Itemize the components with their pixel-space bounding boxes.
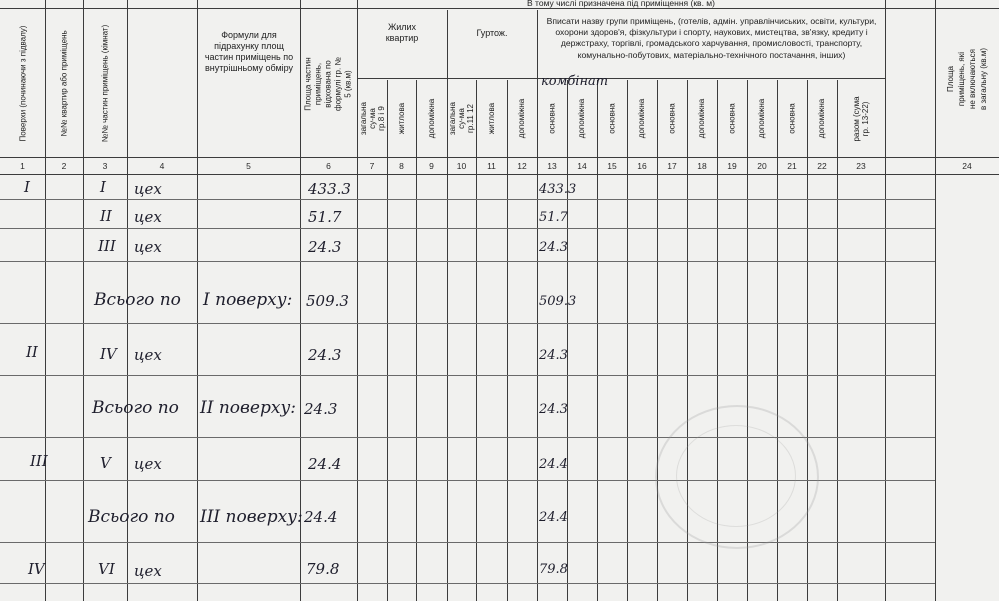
col5-header: Формули для підрахунку площ частин приміщень по внутрішньому обміру [204, 30, 294, 73]
cell-area: 51.7 [308, 208, 342, 226]
header-top-line [0, 8, 999, 9]
col-number: 8 [399, 161, 404, 171]
group-instructions: Вписати назву групи приміщень, (готелів, адмін. управлінчиських, освіти, культури, охорони здоров'я, фізкультури і спорту, наукових, мистецтва, зв'язку, кредиту і держстраху, торгівлі, громадського харчування, промисловості, транспорту, комунально-побутових, матеріально-технічного постачання, інших) [546, 16, 877, 60]
col-line [627, 80, 628, 601]
cell-part: III [98, 237, 116, 255]
sub-sum-23: разом (сума гр. 13-22) [852, 95, 870, 142]
col-number: 11 [487, 161, 496, 171]
col-number: 3 [102, 161, 108, 171]
summary-floor: III поверху: [200, 507, 303, 527]
sub-main: основна [667, 103, 677, 134]
cell-col13: 79.8 [539, 562, 568, 577]
cell-area: 24.4 [308, 455, 342, 473]
sub-living: житлова [397, 102, 406, 135]
col-number: 14 [577, 161, 587, 171]
top-title: В тому числі призначена під приміщення (кв. м) [527, 0, 715, 8]
cell-part: V [100, 454, 111, 472]
col-number: 7 [369, 161, 375, 171]
col-line [807, 80, 808, 601]
cell-col13: 433.3 [539, 182, 577, 197]
col-line [507, 80, 508, 601]
col-number: 20 [757, 161, 767, 171]
sub-aux: допоміжна [517, 98, 527, 139]
cell-col13: 24.3 [539, 348, 568, 363]
cell-name: цех [134, 208, 162, 226]
cell-part: IV [100, 345, 117, 363]
col24-header: Площа приміщень, які не включаються в загальну (кв.м) [946, 47, 988, 110]
col-number: 12 [517, 161, 527, 171]
row-line [0, 542, 935, 543]
cell-col13: 24.4 [539, 510, 568, 525]
cell-area: 433.3 [308, 180, 351, 198]
row-line [0, 375, 935, 376]
col-number: 6 [326, 161, 331, 171]
cell-floor: I [24, 178, 30, 196]
cell-name: цех [134, 346, 162, 364]
cell-col13: 24.3 [539, 240, 568, 255]
summary-label: Всього по [92, 398, 179, 418]
col-number: 15 [607, 161, 617, 171]
cell-area: 24.4 [304, 508, 338, 526]
sub-total-1112: загальна су-ма гр.11 12 [448, 101, 476, 136]
cell-col13: 509.3 [539, 294, 577, 309]
sub-aux: допоміжна [697, 98, 707, 139]
faded-stamp-inner [676, 425, 796, 527]
col-number: 17 [667, 161, 677, 171]
col-line [837, 80, 838, 601]
col-number: 18 [697, 161, 707, 171]
col-line [657, 80, 658, 601]
row-line [0, 261, 935, 262]
cell-area: 24.3 [304, 400, 338, 418]
group-name-handwritten: комбінат [541, 74, 609, 89]
dorm-header: Гуртож. [476, 28, 508, 38]
cell-name: цех [134, 562, 162, 580]
row-line [0, 323, 935, 324]
header-subgroup-line [357, 78, 885, 79]
sub-aux: допоміжна [637, 98, 647, 139]
summary-floor: II поверху: [200, 398, 297, 418]
col-line [597, 80, 598, 601]
col-line [197, 0, 198, 601]
cell-col13: 24.3 [539, 402, 568, 417]
row-line [0, 199, 935, 200]
housing-header: Жилих квартир [385, 22, 419, 43]
col-number: 4 [159, 161, 165, 171]
col-line [885, 0, 886, 601]
cell-floor: III [30, 452, 48, 470]
cell-name: цех [134, 180, 162, 198]
header-bottom-line [0, 157, 999, 158]
cell-area: 509.3 [306, 292, 349, 310]
col-number: 13 [547, 161, 557, 171]
col-numbers-line [0, 174, 999, 175]
col-number: 23 [856, 161, 866, 171]
col-number: 16 [637, 161, 647, 171]
col3-header: №№ частин приміщень (кімнат) [100, 24, 110, 143]
col-number: 24 [962, 161, 972, 171]
cell-part: VI [98, 560, 115, 578]
col-number: 19 [727, 161, 737, 171]
sub-main: основна [547, 103, 557, 134]
sub-total-789: загальна су-ма гр.8 і 9 [358, 101, 386, 136]
cell-area: 79.8 [306, 560, 340, 578]
col-number: 9 [429, 161, 434, 171]
cell-part: I [100, 178, 106, 196]
cell-floor: IV [28, 560, 45, 578]
cell-area: 24.3 [308, 238, 342, 256]
col-number: 22 [817, 161, 827, 171]
cell-name: цех [134, 238, 162, 256]
cell-col13: 24.4 [539, 457, 568, 472]
col-number: 21 [787, 161, 797, 171]
sub-main: основна [727, 103, 737, 134]
col-number: 5 [246, 161, 251, 171]
cell-name: цех [134, 455, 162, 473]
col2-header: №№ квартир або приміщень [59, 30, 69, 137]
sub-aux: допоміжна [427, 98, 436, 139]
sub-main: основна [787, 103, 797, 134]
col-number: 2 [61, 161, 67, 171]
row-line [0, 228, 935, 229]
cell-col13: 51.7 [539, 210, 568, 225]
row-line [0, 583, 935, 584]
sub-aux: допоміжна [817, 98, 827, 139]
sub-main: основна [607, 103, 617, 134]
sub-aux: допоміжна [757, 98, 767, 139]
summary-label: Всього по [94, 290, 181, 310]
col1-header: Поверхи (починаючи з підвалу) [18, 25, 27, 142]
col6-header: Площа частин приміщень, відхована по формулі гр. № 5 (кв.м) [303, 56, 353, 111]
summary-floor: I поверху: [203, 290, 293, 310]
col-line [476, 80, 477, 601]
col-number: 10 [456, 161, 467, 171]
cell-floor: II [26, 343, 38, 361]
sub-living: житлова [487, 102, 496, 135]
col-line [416, 80, 417, 601]
sub-aux: допоміжна [577, 98, 587, 139]
col-line [387, 80, 388, 601]
summary-label: Всього по [88, 507, 175, 527]
col-number: 1 [20, 161, 25, 171]
cell-area: 24.3 [308, 346, 342, 364]
cell-part: II [100, 207, 112, 225]
